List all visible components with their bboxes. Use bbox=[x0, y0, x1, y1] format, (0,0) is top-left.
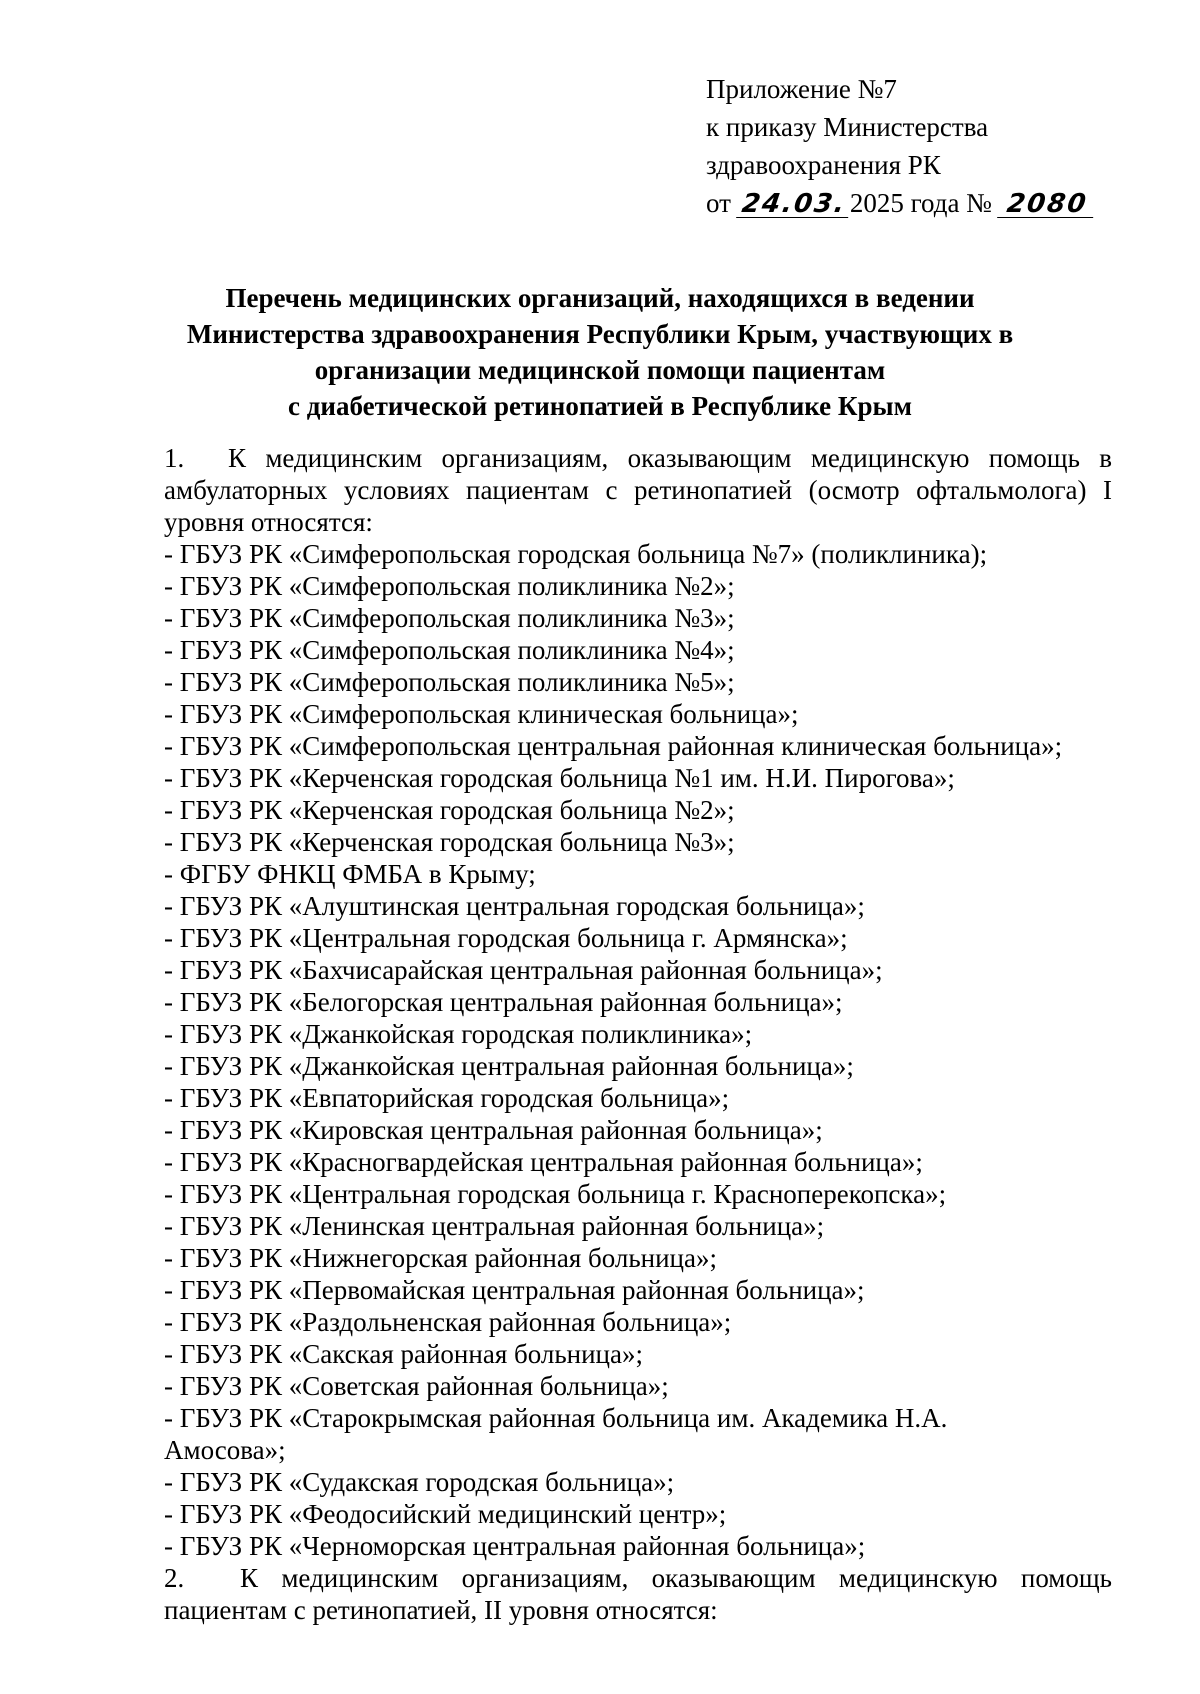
organization-list-item: - ГБУЗ РК «Нижнегорская районная больница»; bbox=[164, 1243, 717, 1273]
document-body bbox=[164, 442, 1112, 1626]
organization-list-item: - ГБУЗ РК «Алуштинская центральная городская больница»; bbox=[164, 891, 865, 921]
organization-list-item: - ГБУЗ РК «Сакская районная больница»; bbox=[164, 1339, 643, 1369]
organization-list-item: - ГБУЗ РК «Феодосийский медицинский центр»; bbox=[164, 1499, 727, 1529]
section-1-paragraph bbox=[164, 442, 1112, 538]
organization-list-item: - ГБУЗ РК «Симферопольская поликлиника №2»; bbox=[164, 571, 735, 601]
organization-list-item: - ГБУЗ РК «Центральная городская больница г. Красноперекопска»; bbox=[164, 1179, 947, 1209]
organization-list-item: - ГБУЗ РК «Симферопольская центральная районная клиническая больница»; bbox=[164, 731, 1063, 761]
appendix-header bbox=[706, 70, 1095, 222]
organization-list-item: - ГБУЗ РК «Симферопольская клиническая больница»; bbox=[164, 699, 799, 729]
organization-list-item: - ГБУЗ РК «Симферопольская поликлиника №5»; bbox=[164, 667, 735, 697]
organization-list-item: - ГБУЗ РК «Ленинская центральная районная больница»; bbox=[164, 1211, 825, 1241]
handwritten-date: 24.03. bbox=[736, 191, 852, 218]
organization-list-item: - ГБУЗ РК «Керченская городская больница №1 им. Н.И. Пирогова»; bbox=[164, 763, 955, 793]
section-1-number: 1. bbox=[164, 443, 185, 473]
title-line: Министерства здравоохранения Республики Крым, участвующих в bbox=[186, 319, 1014, 349]
section-2-text: К медицинским организациям, оказывающим медицинскую помощь пациентам с ретинопатией, II уровня относятся: bbox=[164, 1563, 1112, 1625]
organization-list-item: - ГБУЗ РК «Керченская городская больница №3»; bbox=[164, 827, 735, 857]
organization-list-item: - ГБУЗ РК «Евпаторийская городская больница»; bbox=[164, 1083, 730, 1113]
organization-list-item: - ГБУЗ РК «Бахчисарайская центральная районная больница»; bbox=[164, 955, 883, 985]
date-year: 2025 года № bbox=[849, 188, 992, 218]
organization-list-item: - ГБУЗ РК «Симферопольская поликлиника №3»; bbox=[164, 603, 735, 633]
organization-list-item: - ГБУЗ РК «Красногвардейская центральная районная больница»; bbox=[164, 1147, 923, 1177]
date-prefix: от bbox=[706, 188, 731, 218]
organization-list-item: - ГБУЗ РК «Джанкойская городская поликлиника»; bbox=[164, 1019, 753, 1049]
handwritten-order-number: 2080 bbox=[997, 191, 1097, 218]
document-title bbox=[130, 280, 1070, 424]
organization-list-item: - ГБУЗ РК «Черноморская центральная районная больница»; bbox=[164, 1531, 866, 1561]
organization-list-item: - ГБУЗ РК «Советская районная больница»; bbox=[164, 1371, 669, 1401]
organization-list-item: - ГБУЗ РК «Раздольненская районная больница»; bbox=[164, 1307, 732, 1337]
section-2-number: 2. bbox=[164, 1563, 185, 1593]
organization-list-item: - ГБУЗ РК «Судакская городская больница»; bbox=[164, 1467, 675, 1497]
organization-list-item: - ГБУЗ РК «Симферопольская поликлиника №4»; bbox=[164, 635, 735, 665]
organization-list-item: - ГБУЗ РК «Кировская центральная районная больница»; bbox=[164, 1115, 823, 1145]
section-1-text: К медицинским организациям, оказывающим медицинскую помощь в амбулаторных условиях пациентам с ретинопатией (осмотр офтальмолога) I уровня относятся: bbox=[164, 443, 1112, 537]
appendix-ministry: здравоохранения РК bbox=[706, 150, 941, 180]
organizations-list bbox=[164, 538, 1112, 1562]
organization-list-item: - ГБУЗ РК «Керченская городская больница №2»; bbox=[164, 795, 735, 825]
appendix-date-line bbox=[706, 184, 1095, 222]
organization-list-item: - ГБУЗ РК «Белогорская центральная районная больница»; bbox=[164, 987, 843, 1017]
section-2-paragraph bbox=[164, 1562, 1112, 1626]
title-line: организации медицинской помощи пациентам bbox=[314, 355, 886, 385]
organization-list-item: - ГБУЗ РК «Первомайская центральная районная больница»; bbox=[164, 1275, 865, 1305]
organization-list-item: - ГБУЗ РК «Старокрымская районная больница им. Академика Н.А. Амосова»; bbox=[164, 1403, 948, 1465]
organization-list-item: - ГБУЗ РК «Симферопольская городская больница №7» (поликлиника); bbox=[164, 539, 988, 569]
organization-list-item: - ГБУЗ РК «Джанкойская центральная районная больница»; bbox=[164, 1051, 854, 1081]
title-line: Перечень медицинских организаций, находящихся в ведении bbox=[225, 283, 975, 313]
appendix-order-ref: к приказу Министерства bbox=[706, 112, 989, 142]
organization-list-item: - ФГБУ ФНКЦ ФМБА в Крыму; bbox=[164, 859, 536, 889]
organization-list-item: - ГБУЗ РК «Центральная городская больница г. Армянска»; bbox=[164, 923, 848, 953]
appendix-number: Приложение №7 bbox=[706, 74, 897, 104]
title-line: с диабетической ретинопатией в Республике Крым bbox=[288, 391, 912, 421]
